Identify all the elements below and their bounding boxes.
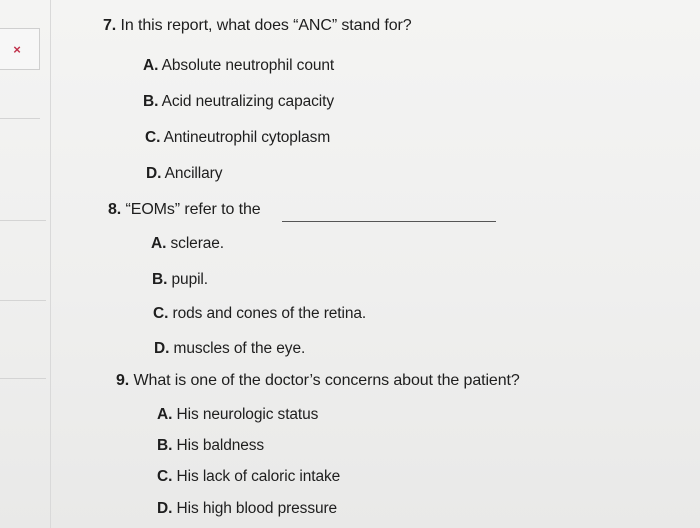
option-8b[interactable] — [152, 271, 208, 289]
close-button[interactable] — [0, 28, 40, 70]
option-7c[interactable] — [145, 129, 330, 147]
option-letter: C. — [157, 468, 173, 485]
option-text: His neurologic status — [176, 406, 319, 423]
option-text: His lack of caloric intake — [176, 468, 341, 485]
option-letter: A. — [151, 235, 167, 252]
option-letter: C. — [145, 129, 161, 146]
option-text: pupil. — [171, 271, 208, 288]
option-letter: C. — [153, 305, 169, 322]
option-8a[interactable] — [151, 235, 224, 253]
option-letter: D. — [154, 340, 170, 357]
option-text: His baldness — [176, 437, 265, 454]
question-text: What is one of the doctor’s concerns about the patient? — [133, 372, 520, 389]
question-number: 8. — [108, 201, 122, 218]
option-letter: A. — [143, 57, 159, 74]
option-text: Absolute neutrophil count — [161, 57, 335, 74]
option-7a[interactable] — [143, 57, 334, 75]
sidebar-divider — [0, 300, 46, 301]
option-letter: A. — [157, 406, 173, 423]
answer-blank — [282, 221, 496, 222]
option-text: sclerae. — [170, 235, 225, 252]
question-8 — [108, 201, 261, 219]
option-9d[interactable] — [157, 500, 337, 518]
option-8d[interactable] — [154, 340, 305, 358]
sidebar-divider — [0, 378, 46, 379]
option-9a[interactable] — [157, 406, 318, 424]
close-icon: × — [13, 41, 21, 57]
option-text: Acid neutralizing capacity — [161, 93, 334, 110]
option-text: rods and cones of the retina. — [172, 305, 367, 322]
option-text: His high blood pressure — [176, 500, 338, 517]
sidebar-divider — [0, 220, 46, 221]
question-number: 7. — [103, 17, 117, 34]
question-7 — [103, 17, 412, 35]
sidebar-divider — [0, 118, 40, 119]
option-letter: D. — [146, 165, 162, 182]
left-sidebar — [0, 0, 51, 528]
option-text: Antineutrophil cytoplasm — [163, 129, 331, 146]
option-7b[interactable] — [143, 93, 334, 111]
option-9c[interactable] — [157, 468, 340, 486]
option-7d[interactable] — [146, 165, 222, 183]
option-8c[interactable] — [153, 305, 366, 323]
question-number: 9. — [116, 372, 130, 389]
option-9b[interactable] — [157, 437, 264, 455]
option-text: muscles of the eye. — [173, 340, 306, 357]
question-text: In this report, what does “ANC” stand for? — [120, 17, 412, 34]
option-letter: B. — [143, 93, 159, 110]
option-letter: D. — [157, 500, 173, 517]
question-text: “EOMs” refer to the — [125, 201, 261, 218]
option-text: Ancillary — [164, 165, 223, 182]
option-letter: B. — [152, 271, 168, 288]
option-letter: B. — [157, 437, 173, 454]
question-9 — [116, 372, 520, 390]
